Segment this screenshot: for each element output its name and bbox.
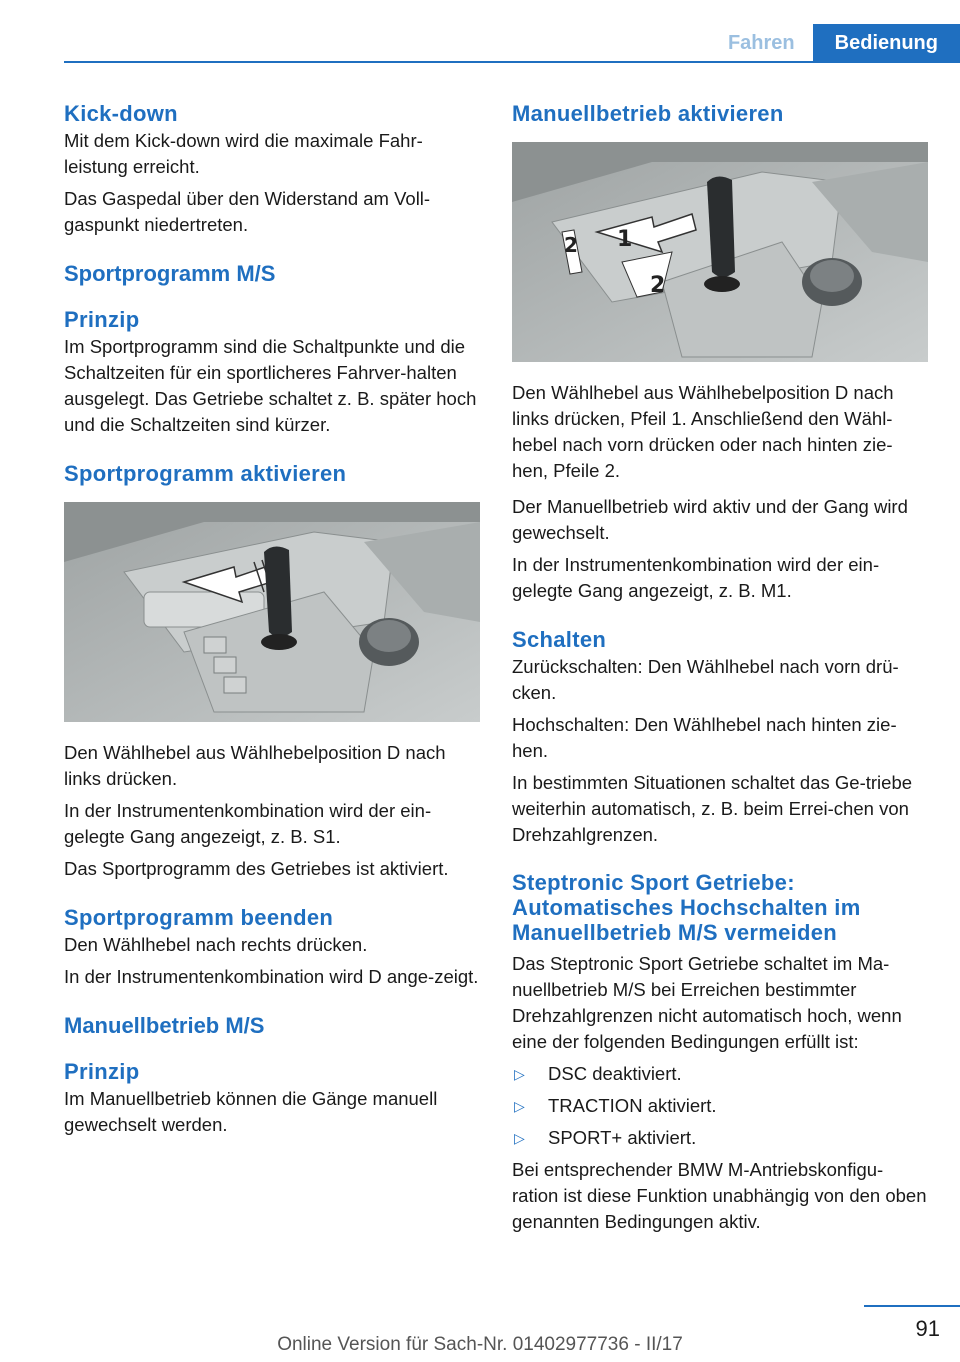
prinzip-heading-2: Prinzip: [64, 1059, 140, 1084]
arrow-label-1: 1: [617, 227, 633, 252]
list-item: [512, 1093, 928, 1119]
prinzip-text-1: Im Sportprogramm sind die Schaltpunkte und die Schaltzeiten für ein sportlicheres Fahrver-halten ausgelegt. Das Getriebe schaltet z. B. später hoch und die Schaltzeiten sind kürzer.: [64, 336, 477, 435]
schalten-text-3: In bestimmten Situationen schaltet das Ge-triebe weiterhin automatisch, z. B. beim Errei-chen von Drehzahlgrenzen.: [512, 772, 913, 845]
prinzip-text-2: Im Manuellbetrieb können die Gänge manuell gewechselt werden.: [64, 1088, 438, 1135]
list-item: [512, 1125, 928, 1151]
schalten-heading: Schalten: [512, 627, 607, 652]
list-item-text: DSC deaktiviert.: [548, 1063, 682, 1084]
manual-activate-text-3: In der Instrumentenkombination wird der ein-gelegte Gang angezeigt, z. B. M1.: [512, 554, 880, 601]
left-column: [64, 100, 480, 1138]
header-tabs: [710, 24, 960, 62]
triangle-bullet-icon: ▷: [514, 1066, 525, 1082]
sport-end-text-1: Den Wählhebel nach rechts drücken.: [64, 934, 368, 955]
page-number: 91: [915, 1316, 940, 1341]
footer-divider: [864, 1305, 960, 1307]
manual-activate-heading: Manuellbetrieb aktivieren: [512, 101, 784, 126]
sport-activate-text-1: Den Wählhebel aus Wählhebelposition D nach links drücken.: [64, 742, 446, 789]
arrow-label-2-left: 2: [564, 233, 578, 257]
kickdown-text-1: Mit dem Kick-down wird die maximale Fahr-leistung erreicht.: [64, 130, 423, 177]
manual-heading: Manuellbetrieb M/S: [64, 1013, 265, 1038]
right-column: [512, 100, 928, 1235]
arrow-label-2-right: 2: [650, 273, 666, 298]
sport-activate-text-2: In der Instrumentenkombination wird der ein-gelegte Gang angezeigt, z. B. S1.: [64, 800, 432, 847]
list-item: [512, 1061, 928, 1087]
steptronic-text-1: Das Steptronic Sport Getriebe schaltet im Ma-nuellbetrieb M/S bei Erreichen bestimmter Drehzahlgrenzen nicht automatisch hoch, wenn eine der folgenden Bedingungen erfüllt ist:: [512, 953, 902, 1052]
list-item-text: TRACTION aktiviert.: [548, 1095, 717, 1116]
tab-bedienung[interactable]: Bedienung: [813, 24, 960, 62]
prinzip-heading-1: Prinzip: [64, 307, 140, 332]
sport-activate-text-3: Das Sportprogramm des Getriebes ist aktiviert.: [64, 858, 449, 879]
gear-selector-figure-right: [512, 142, 928, 362]
tab-fahren[interactable]: Fahren: [727, 32, 795, 54]
manual-activate-text-1: Den Wählhebel aus Wählhebelposition D nach links drücken, Pfeil 1. Anschließend den Wähl-hebel nach vorn drücken oder nach hinten zie-hen, Pfeile 2.: [512, 382, 894, 481]
sport-end-heading: Sportprogramm beenden: [64, 905, 334, 930]
gear-selector-figure-left: [64, 502, 480, 722]
sport-end-text-2: In der Instrumentenkombination wird D ange-zeigt.: [64, 966, 479, 987]
manual-activate-text-2: Der Manuellbetrieb wird aktiv und der Gang wird gewechselt.: [512, 496, 908, 543]
triangle-bullet-icon: ▷: [514, 1130, 525, 1146]
schalten-text-1: Zurückschalten: Den Wählhebel nach vorn drü-cken.: [512, 656, 899, 703]
triangle-bullet-icon: ▷: [514, 1098, 525, 1114]
online-version-footer: Online Version für Sach-Nr. 01402977736 - II/17: [277, 1334, 683, 1355]
kickdown-text-2: Das Gaspedal über den Widerstand am Voll-gaspunkt niedertreten.: [64, 188, 431, 235]
schalten-text-2: Hochschalten: Den Wählhebel nach hinten zie-hen.: [512, 714, 897, 761]
kickdown-heading: Kick-down: [64, 101, 178, 126]
list-item-text: SPORT+ aktiviert.: [548, 1127, 697, 1148]
header-divider: [64, 61, 960, 63]
sport-heading: Sportprogramm M/S: [64, 261, 276, 286]
steptronic-heading: Steptronic Sport Getriebe: Automatisches Hochschalten im Manuellbetrieb M/S vermeiden: [512, 870, 861, 945]
sport-activate-heading: Sportprogramm aktivieren: [64, 461, 347, 486]
steptronic-text-2: Bei entsprechender BMW M-Antriebskonfigu-ration ist diese Funktion unabhängig von den oben genannten Bedingungen aktiv.: [512, 1159, 927, 1232]
